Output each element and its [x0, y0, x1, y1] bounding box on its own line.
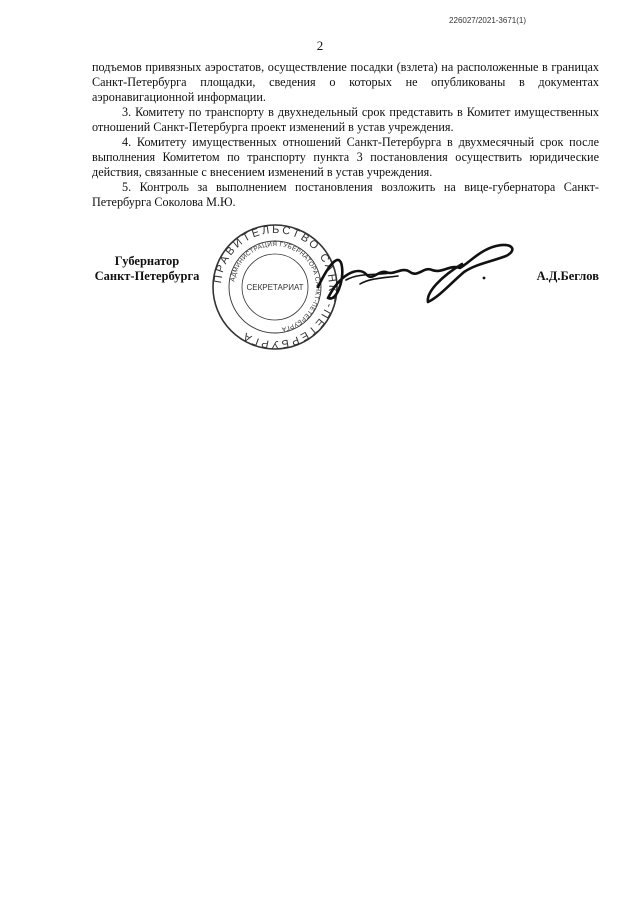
paragraph-item-4: 4. Комитету имущественных отношений Санкт-Петербурга в двухмесячный срок после выполнения Комитетом по транспорту пункта 3 постановления осуществить юридические действия, связанные с внесением изменений в устав учреждения. [92, 135, 599, 179]
handwritten-signature [300, 232, 525, 312]
document-id: 226027/2021-3671(1) [449, 16, 526, 25]
page-number: 2 [316, 38, 324, 53]
signatory-title-line2: Санкт-Петербурга [94, 269, 200, 283]
document-body [92, 60, 599, 210]
paragraph-continuation: подъемов привязных аэростатов, осуществление посадки (взлета) на расположенные в границах Санкт-Петербурга площадки, сведения о которых не опубликованы в документах аэронавигационной информации. [92, 60, 599, 104]
signatory-title [92, 254, 202, 284]
paragraph-item-3: 3. Комитету по транспорту в двухнедельный срок представить в Комитет имущественных отношений Санкт-Петербурга проект изменений в устав учреждения. [92, 105, 599, 134]
seal-outer-text: ПРАВИТЕЛЬСТВО САНКТ-ПЕТЕРБУРГА [211, 223, 339, 351]
seal-center-text: СЕКРЕТАРИАТ [246, 283, 304, 292]
signatory-title-line1: Губернатор [114, 254, 180, 268]
signatory-name: А.Д.Беглов [536, 269, 599, 283]
paragraph-item-5: 5. Контроль за выполнением постановления возложить на вице-губернатора Санкт-Петербурга Соколова М.Ю. [92, 180, 599, 209]
seal-inner-text: АДМИНИСТРАЦИЯ ГУБЕРНАТОРА САНКТ-ПЕТЕРБУРГА [229, 240, 322, 333]
